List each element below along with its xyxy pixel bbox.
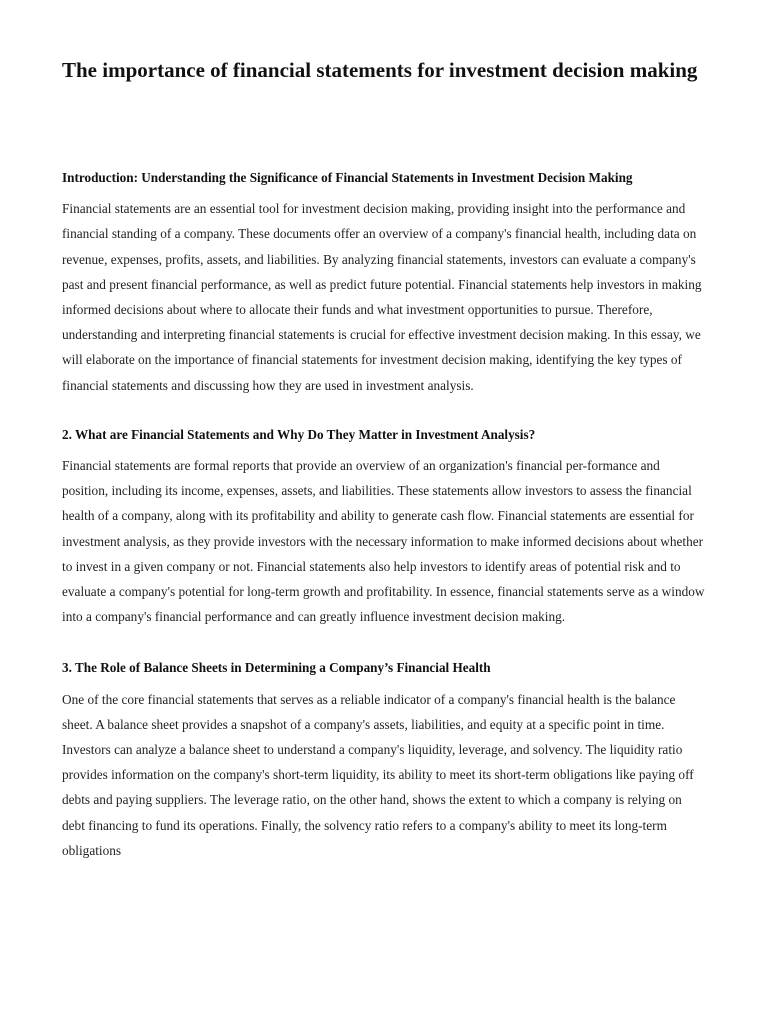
- section-paragraph: One of the core financial statements that serves as a reliable indicator of a company's financial health is the balance sheet. A balance sheet provides a snapshot of a company's assets, liabilities, and equity at a specific point in time. Investors can analyze a balance sheet to understand a company's liquidity, leverage, and solvency. The liquidity ratio provides information on the company's short-term liquidity, its ability to meet its short-term obligations like paying off debts and paying suppliers. The leverage ratio, on the other hand, shows the extent to which a company is relying on debt financing to fund its operations. Finally, the solvency ratio refers to a company's ability to meet its long-term obligations: [62, 691, 694, 858]
- section-paragraph: Financial statements are formal reports that provide an overview of an organization's financial per-formance and position, including its income, expenses, assets, and liabilities. These statements allow investors to assess the financial health of a company, along with its profitability and ability to generate cash flow. Financial statements are essential for investment analysis, as they provide investors with the necessary information to make informed decisions about whether to invest in a given company or not. Financial statements also help investors to identify areas of potential risk and to evaluate a company's potential for long-term growth and profitability. In essence, financial statements serve as a window into a company's financial performance and can greatly influence investment decision making.: [62, 458, 705, 625]
- section-introduction: [62, 165, 706, 398]
- section-paragraph: Financial statements are an essential tool for investment decision making, providing insight into the performance and financial standing of a company. These documents offer an overview of a company's financial health, including data on revenue, expenses, profits, assets, and liabilities. By analyzing financial statements, investors can evaluate a company's past and present financial performance, as well as predict future potential. Financial statements help investors in making informed decisions about where to allocate their funds and what investment opportunities to pursue. Therefore, understanding and interpreting financial statements is crucial for effective investment decision making. In this essay, we will elaborate on the importance of financial statements for investment decision making, identifying the key types of financial statements and discussing how they are used in investment analysis.: [62, 201, 702, 393]
- section-heading: 3. The Role of Balance Sheets in Determining a Company’s Financial Health: [62, 660, 491, 676]
- section-heading: Introduction: Understanding the Significance of Financial Statements in Investment Decision Making: [62, 170, 633, 185]
- section-role-of-balance-sheets: [62, 655, 706, 863]
- section-heading: 2. What are Financial Statements and Why Do They Matter in Investment Analysis?: [62, 426, 536, 442]
- document-title: The importance of financial statements for investment decision making: [62, 58, 698, 82]
- section-what-are-financial-statements: [62, 422, 706, 630]
